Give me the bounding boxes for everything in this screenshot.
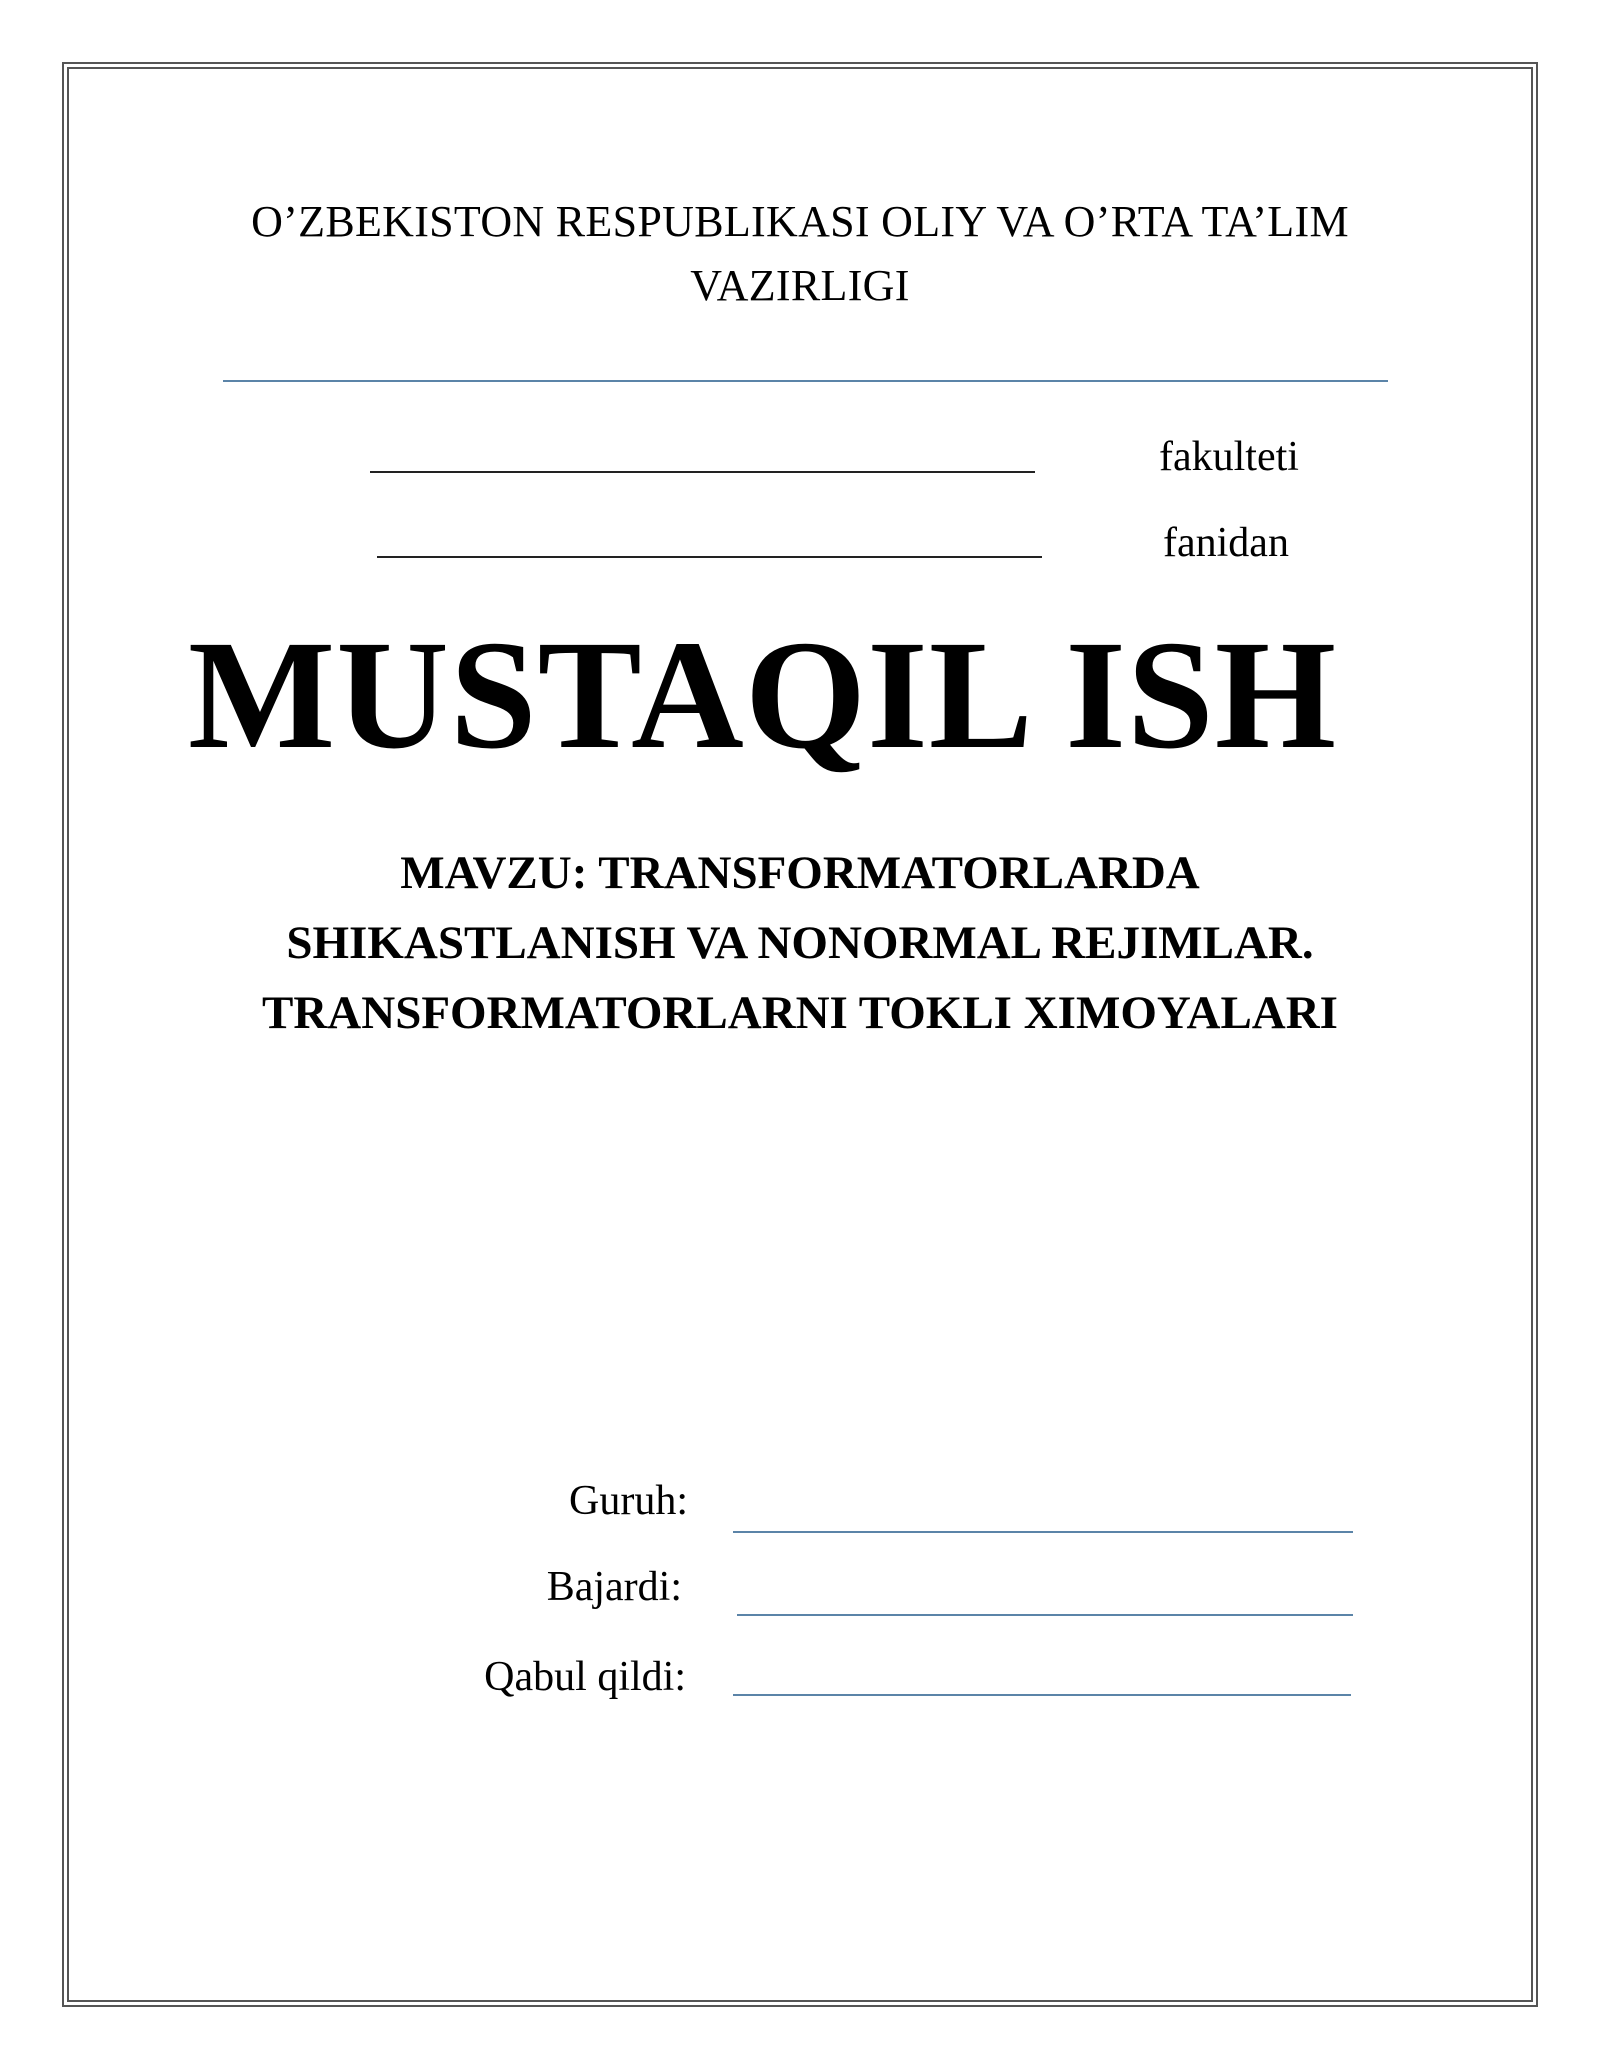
ministry-heading xyxy=(150,190,1450,318)
done-by-label: Bajardi: xyxy=(546,1564,682,1610)
subject-label: fanidan xyxy=(1163,520,1289,566)
accepted-by-label: Qabul qildi: xyxy=(484,1654,686,1700)
subject-blank-line xyxy=(377,556,1042,558)
ministry-line-2: VAZIRLIGI xyxy=(690,261,910,310)
ministry-line-1: O’ZBEKISTON RESPUBLIKASI OLIY VA O’RTA TA’LIM xyxy=(251,197,1349,246)
university-blank-line xyxy=(223,380,1388,382)
group-label: Guruh: xyxy=(569,1478,688,1524)
topic-line-2: SHIKASTLANISH VA NONORMAL REJIMLAR. xyxy=(286,917,1314,969)
topic-line-3: TRANSFORMATORLARNI TOKLI XIMOYALARI xyxy=(262,987,1338,1039)
faculty-blank-line xyxy=(370,471,1035,473)
document-title: MUSTAQIL ISH xyxy=(188,608,1338,781)
group-blank-line xyxy=(733,1531,1353,1533)
accepted-by-blank-line xyxy=(733,1694,1351,1696)
topic-line-1: MAVZU: TRANSFORMATORLARDA xyxy=(400,847,1200,899)
topic-heading xyxy=(120,838,1480,1048)
done-by-blank-line xyxy=(737,1614,1353,1616)
faculty-label: fakulteti xyxy=(1159,434,1299,480)
